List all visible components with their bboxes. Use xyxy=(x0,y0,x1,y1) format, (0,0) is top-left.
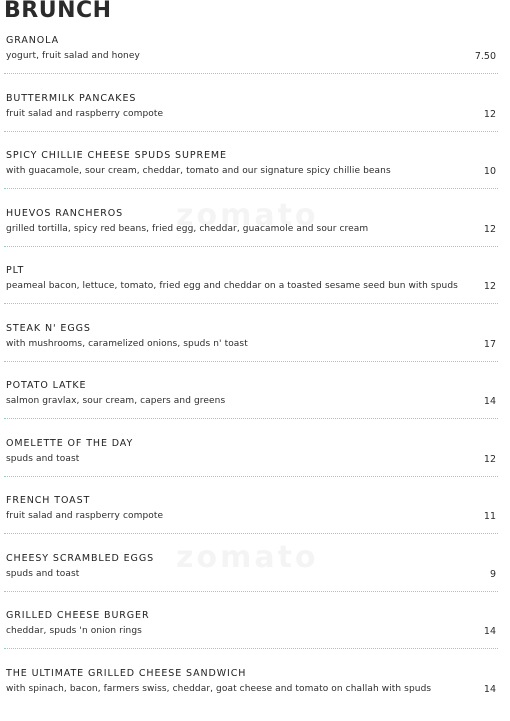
item-description: fruit salad and raspberry compote xyxy=(6,511,163,521)
menu-item xyxy=(0,261,510,319)
menu-list xyxy=(0,31,510,721)
menu-item xyxy=(0,319,510,377)
item-name: CHEESY SCRAMBLED EGGS xyxy=(6,553,154,564)
item-description: with guacamole, sour cream, cheddar, tomato and our signature spicy chillie beans xyxy=(6,166,391,176)
dotted-divider xyxy=(4,246,498,247)
item-name: STEAK N' EGGS xyxy=(6,323,91,334)
item-price: 12 xyxy=(484,109,496,120)
item-description: cheddar, spuds 'n onion rings xyxy=(6,626,142,636)
dotted-divider xyxy=(4,188,498,189)
menu-item xyxy=(0,491,510,549)
item-price: 10 xyxy=(484,166,496,177)
item-description: fruit salad and raspberry compote xyxy=(6,109,163,119)
item-description: with mushrooms, caramelized onions, spuds n' toast xyxy=(6,339,248,349)
menu-item xyxy=(0,31,510,89)
menu-item xyxy=(0,664,510,721)
page-title: BRUNCH xyxy=(4,0,112,23)
item-name: OMELETTE OF THE DAY xyxy=(6,438,133,449)
item-name: SPICY CHILLIE CHEESE SPUDS SUPREME xyxy=(6,150,227,161)
menu-item xyxy=(0,434,510,492)
menu-item xyxy=(0,606,510,664)
item-description: grilled tortilla, spicy red beans, fried egg, cheddar, guacamole and sour cream xyxy=(6,224,368,234)
item-name: PLT xyxy=(6,265,24,276)
dotted-divider xyxy=(4,131,498,132)
item-name: FRENCH TOAST xyxy=(6,495,90,506)
menu-item xyxy=(0,376,510,434)
item-description: peameal bacon, lettuce, tomato, fried egg and cheddar on a toasted sesame seed bun with spuds xyxy=(6,281,458,291)
dotted-divider xyxy=(4,73,498,74)
item-description: spuds and toast xyxy=(6,454,79,464)
item-name: GRANOLA xyxy=(6,35,59,46)
item-description: salmon gravlax, sour cream, capers and greens xyxy=(6,396,225,406)
item-name: BUTTERMILK PANCAKES xyxy=(6,93,136,104)
item-description: spuds and toast xyxy=(6,569,79,579)
dotted-divider xyxy=(4,476,498,477)
item-description: yogurt, fruit salad and honey xyxy=(6,51,140,61)
item-name: GRILLED CHEESE BURGER xyxy=(6,610,149,621)
menu-item xyxy=(0,89,510,147)
item-price: 14 xyxy=(484,684,496,695)
item-name: POTATO LATKE xyxy=(6,380,86,391)
menu-item xyxy=(0,204,510,262)
item-name: THE ULTIMATE GRILLED CHEESE SANDWICH xyxy=(6,668,246,679)
dotted-divider xyxy=(4,418,498,419)
item-price: 14 xyxy=(484,626,496,637)
item-price: 11 xyxy=(484,511,496,522)
dotted-divider xyxy=(4,648,498,649)
item-price: 17 xyxy=(484,339,496,350)
item-price: 7.50 xyxy=(475,51,496,62)
dotted-divider xyxy=(4,303,498,304)
item-price: 14 xyxy=(484,396,496,407)
item-price: 12 xyxy=(484,224,496,235)
item-price: 12 xyxy=(484,281,496,292)
dotted-divider xyxy=(4,361,498,362)
menu-item xyxy=(0,146,510,204)
dotted-divider xyxy=(4,533,498,534)
item-name: HUEVOS RANCHEROS xyxy=(6,208,123,219)
menu-item xyxy=(0,549,510,607)
item-description: with spinach, bacon, farmers swiss, cheddar, goat cheese and tomato on challah with spuds xyxy=(6,684,431,694)
item-price: 9 xyxy=(490,569,496,580)
dotted-divider xyxy=(4,591,498,592)
item-price: 12 xyxy=(484,454,496,465)
